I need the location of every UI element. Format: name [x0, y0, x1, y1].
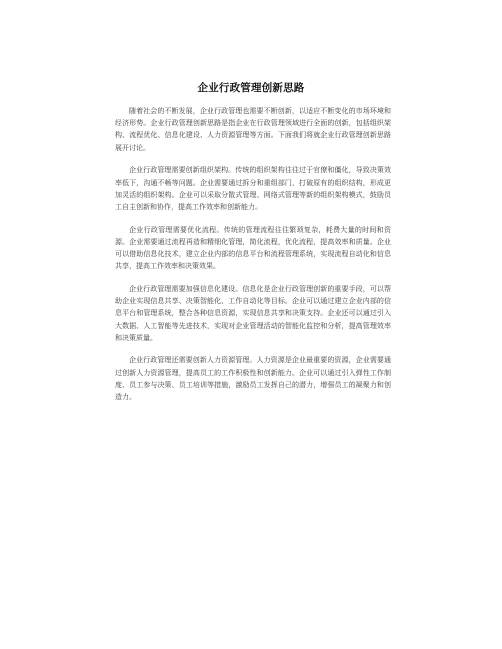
paragraph-process: 企业行政管理需要优化流程。传统的管理流程往往繁琐复杂，耗费大量的时间和资源。企业需要通过流程再造和精细化管理，简化流程，优化流程，提高效率和质量。企业可以借助信息化技术，建立企业内部的信息平台和流程管理系统，实现流程自动化和信息共享，提高工作效率和决策效果。 — [115, 225, 391, 271]
document-title: 企业行政管理创新思路 — [197, 82, 305, 94]
document-body — [115, 105, 391, 414]
paragraph-intro: 随着社会的不断发展，企业行政管理也需要不断创新，以适应不断变化的市场环境和经济形势。企业行政管理创新思路是指企业在行政管理领域进行全面的创新，包括组织架构、流程优化、信息化建设、人力资源管理等方面。下面我们将就企业行政管理创新思路展开讨论。 — [115, 107, 391, 152]
paragraph-organization: 企业行政管理需要创新组织架构。传统的组织架构往往过于官僚和僵化，导致决策效率低下，沟通不畅等问题。企业需要通过拆分和重组部门，打破原有的组织结构，形成更加灵活的组织架构。企业可以采取分散式管理、网络式管理等新的组织架构模式，鼓励员工自主创新和协作，提高工作效率和创新能力。 — [115, 166, 391, 211]
paragraph-informatization: 企业行政管理需要加强信息化建设。信息化是企业行政管理创新的重要手段，可以帮助企业实现信息共享、决策智能化、工作自动化等目标。企业可以通过建立企业内部的信息平台和管理系统，整合各种信息资源，实现信息共享和决策支持。企业还可以通过引入大数据、人工智能等先进技术，实现对企业管理活动的智能化监控和分析，提高管理效率和决策质量。 — [115, 284, 391, 342]
paragraph-human-resources: 企业行政管理还需要创新人力资源管理。人力资源是企业最重要的资源，企业需要通过创新人力资源管理，提高员工的工作积极性和创新能力。企业可以通过引入弹性工作制度、员工参与决策、员工培训等措施，激励员工发挥自己的潜力，增强员工的凝聚力和创造力。 — [115, 356, 391, 402]
